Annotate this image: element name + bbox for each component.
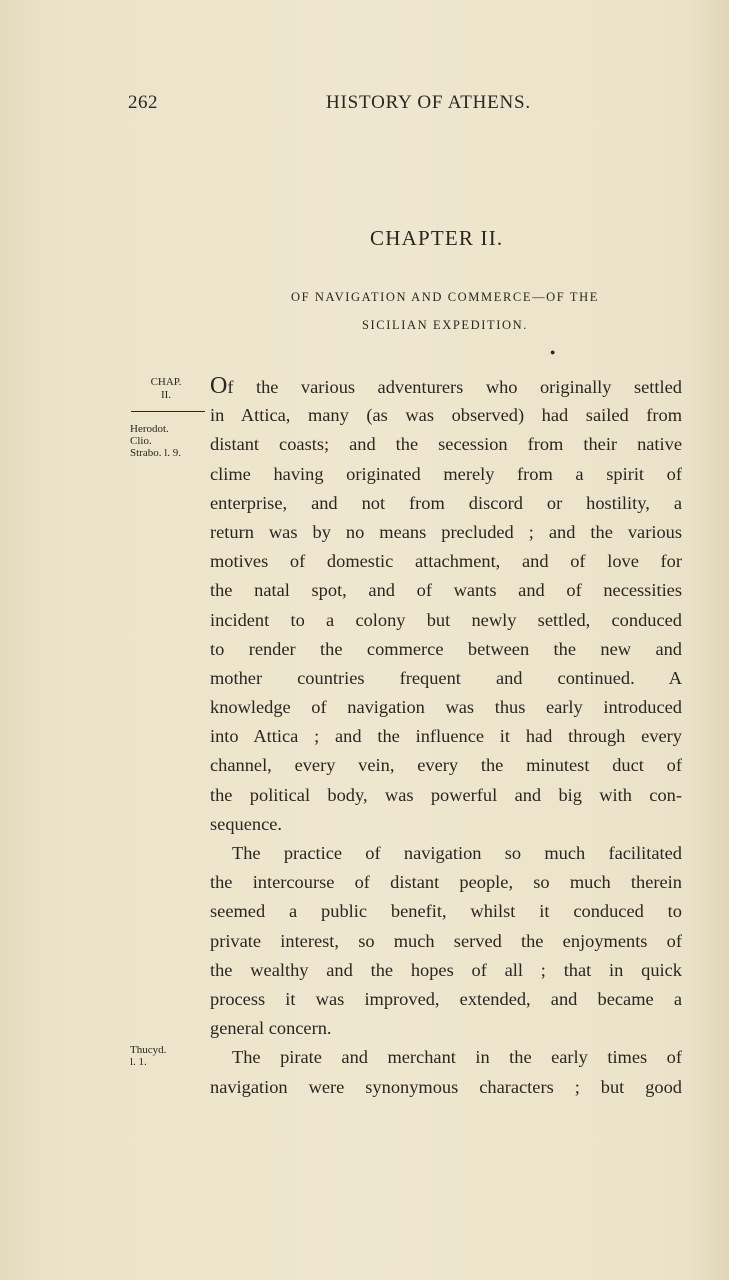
text-line: to render the commerce between the new and bbox=[210, 638, 682, 659]
text-line: navigation were synonymous characters ; but good bbox=[210, 1076, 682, 1097]
margin-chapter-note bbox=[146, 376, 186, 402]
text-line: distant coasts; and the secession from their native bbox=[210, 434, 682, 455]
page-number: 262 bbox=[128, 92, 158, 113]
text-line: in Attica, many (as was observed) had sailed from bbox=[210, 405, 682, 426]
text-line: the intercourse of distant people, so much therein bbox=[210, 872, 682, 893]
margin-rule bbox=[131, 411, 205, 412]
text-line: the natal spot, and of wants and of necessities bbox=[210, 580, 682, 601]
text-line: into Attica ; and the influence it had through every bbox=[210, 726, 682, 747]
text-line: the wealthy and the hopes of all ; that in quick bbox=[210, 959, 682, 980]
margin-chap-number: II. bbox=[160, 389, 172, 401]
text-line: channel, every vein, every the minutest duct of bbox=[210, 755, 682, 776]
text-line-content: f the various adventurers who originally settled bbox=[227, 377, 682, 397]
drop-cap: O bbox=[210, 373, 228, 399]
margin-ref-line: Clio. bbox=[130, 435, 152, 447]
text-line: general concern. bbox=[210, 1018, 332, 1039]
text-line: The practice of navigation so much facilitated bbox=[232, 843, 682, 863]
margin-ref-line: Strabo. l. 9. bbox=[130, 447, 182, 459]
text-line: The pirate and merchant in the early times of bbox=[232, 1047, 682, 1068]
margin-ref-line: Herodot. bbox=[130, 423, 169, 435]
margin-ref-line: l. 1. bbox=[130, 1056, 147, 1068]
running-head bbox=[128, 92, 578, 122]
text-line: enterprise, and not from discord or hostility, a bbox=[210, 492, 682, 513]
text-line: knowledge of navigation was thus early introduced bbox=[210, 697, 682, 718]
text-line: the political body, was powerful and big with con- bbox=[210, 784, 682, 805]
text-line: incident to a colony but newly settled, conduced bbox=[210, 609, 682, 630]
text-line: sequence. bbox=[210, 813, 282, 834]
margin-ref-line: Thucyd. bbox=[130, 1044, 167, 1056]
chapter-title: CHAPTER II. bbox=[370, 226, 504, 250]
margin-reference-herodotus bbox=[130, 423, 181, 459]
margin-chap-label: CHAP. bbox=[150, 376, 182, 388]
chapter-subtitle-line-2: SICILIAN EXPEDITION. bbox=[361, 318, 528, 332]
text-line: clime having originated merely from a spirit of bbox=[210, 463, 682, 484]
chapter-subtitle-line-1: OF NAVIGATION AND COMMERCE—OF THE bbox=[291, 290, 599, 304]
ornament-dot: ● bbox=[550, 347, 556, 357]
running-title: HISTORY OF ATHENS. bbox=[326, 92, 531, 113]
text-line: mother countries frequent and continued. A bbox=[210, 667, 682, 688]
text-line: motives of domestic attachment, and of love for bbox=[210, 551, 682, 572]
body-text bbox=[210, 372, 682, 1102]
text-line: process it was improved, extended, and became a bbox=[210, 988, 682, 1009]
text-line: private interest, so much served the enjoyments of bbox=[210, 930, 682, 951]
text-line: return was by no means precluded ; and the various bbox=[210, 521, 682, 542]
text-line bbox=[210, 372, 682, 401]
text-line: seemed a public benefit, whilst it conduced to bbox=[210, 901, 682, 922]
margin-reference-thucydides bbox=[130, 1044, 166, 1068]
